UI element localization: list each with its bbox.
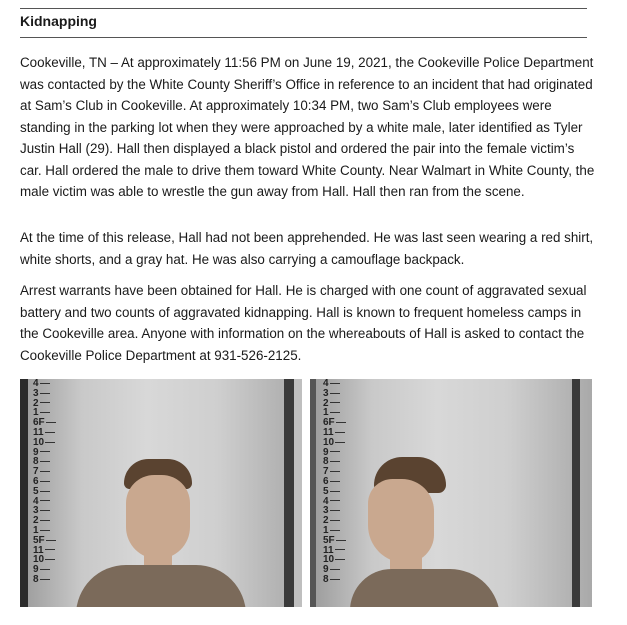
height-scale-tick	[40, 461, 50, 462]
height-scale-label: 6F	[323, 417, 335, 429]
height-scale-tick	[40, 520, 50, 521]
height-scale-tick	[335, 432, 345, 433]
height-scale-label: 4	[323, 495, 329, 507]
height-scale-tick	[40, 383, 50, 384]
height-scale-tick	[330, 530, 340, 531]
height-scale-tick	[336, 422, 346, 423]
height-scale-label: 6	[33, 475, 39, 487]
height-scale-tick	[330, 579, 340, 580]
height-scale-tick	[40, 393, 50, 394]
height-scale-tick	[330, 510, 340, 511]
height-scale-tick	[330, 412, 340, 413]
height-scale-tick	[45, 549, 55, 550]
height-scale-label: 3	[323, 505, 329, 517]
height-scale-tick	[330, 383, 340, 384]
mugshot-front-photo	[20, 379, 302, 607]
height-scale-tick	[40, 412, 50, 413]
height-scale-label: 8	[33, 456, 39, 468]
height-scale-label: 6	[323, 475, 329, 487]
height-scale-tick	[40, 510, 50, 511]
height-scale-tick	[40, 471, 50, 472]
height-scale-tick	[335, 549, 345, 550]
subject-shirt	[350, 569, 500, 607]
height-scale-tick	[335, 442, 345, 443]
height-scale-label: 8	[33, 573, 39, 585]
height-scale-tick	[330, 491, 340, 492]
subject-face	[126, 475, 190, 559]
height-scale-label: 3	[323, 387, 329, 399]
paragraph-description: At the time of this release, Hall had not been apprehended. He was last seen wearing a red shirt, white shorts, and a gray hat. He was also carrying a camouflage backpack.	[20, 230, 594, 267]
paragraph-charges: Arrest warrants have been obtained for Hall. He is charged with one count of aggravated sexual battery and two counts of aggravated kidnapping. Hall is known to frequent homeless camps in the Cookeville area. Anyone with information on the whereabouts of Hall is asked to contact the Cookeville Police Department at 931-526-2125.	[20, 283, 587, 363]
height-scale-tick	[40, 402, 50, 403]
height-scale-tick	[40, 491, 50, 492]
height-scale-label: 2	[33, 515, 39, 527]
height-scale-label: 10	[33, 554, 45, 566]
height-scale-label: 11	[33, 426, 44, 438]
height-scale-tick	[330, 569, 340, 570]
height-scale	[33, 379, 56, 585]
height-scale-label: 3	[33, 505, 39, 517]
height-scale-label: 7	[323, 466, 329, 478]
mugshot-profile-photo	[310, 379, 592, 607]
height-scale-tick	[335, 559, 345, 560]
height-scale	[323, 379, 346, 585]
height-scale-label: 4	[33, 495, 39, 507]
height-scale-label: 5	[323, 485, 329, 497]
height-scale-tick	[40, 451, 50, 452]
subject-shirt	[76, 565, 246, 607]
height-scale-tick	[330, 481, 340, 482]
height-scale-label: 1	[323, 407, 329, 419]
height-scale-tick	[40, 481, 50, 482]
height-scale-label: 5F	[323, 534, 335, 546]
height-scale-tick	[40, 569, 50, 570]
height-scale-tick	[330, 402, 340, 403]
height-scale-tick	[40, 579, 50, 580]
height-scale-label: 6F	[33, 417, 45, 429]
height-scale-label: 11	[33, 544, 44, 556]
height-scale-label: 11	[323, 426, 334, 438]
height-scale-tick	[40, 530, 50, 531]
height-scale-tick	[330, 520, 340, 521]
height-scale-label: 10	[323, 554, 335, 566]
height-scale-label: 4	[33, 379, 39, 389]
height-scale-label: 2	[323, 397, 329, 409]
height-scale-label: 9	[323, 446, 329, 458]
height-scale-tick	[46, 422, 56, 423]
photo-frame-right	[572, 379, 580, 607]
photo-frame-right	[284, 379, 294, 607]
height-scale-label: 5	[33, 485, 39, 497]
height-scale-label: 10	[33, 436, 45, 448]
height-scale-label: 9	[33, 564, 39, 576]
height-scale-label: 2	[323, 515, 329, 527]
height-scale-label: 8	[323, 573, 329, 585]
height-scale-tick	[45, 559, 55, 560]
height-scale-tick	[46, 540, 56, 541]
height-scale-label: 9	[33, 446, 39, 458]
height-scale-label: 1	[33, 407, 39, 419]
height-scale-label: 10	[323, 436, 335, 448]
top-rule	[20, 8, 587, 9]
height-scale-label: 2	[33, 397, 39, 409]
height-scale-tick	[330, 471, 340, 472]
height-scale-tick	[40, 500, 50, 501]
height-scale-tick	[330, 461, 340, 462]
height-scale-label: 11	[323, 544, 334, 556]
photo-frame-left	[20, 379, 28, 607]
title-rule	[20, 37, 587, 38]
height-scale-tick	[330, 393, 340, 394]
height-scale-label: 3	[33, 387, 39, 399]
subject-face	[368, 479, 434, 563]
photo-frame-left	[310, 379, 316, 607]
height-scale-tick	[336, 540, 346, 541]
height-scale-label: 1	[33, 524, 39, 536]
height-scale-label: 5F	[33, 534, 45, 546]
photo-frame-right-outer	[294, 379, 302, 607]
height-scale-mark	[323, 575, 346, 585]
height-scale-label: 8	[323, 456, 329, 468]
height-scale-tick	[330, 451, 340, 452]
height-scale-mark	[33, 575, 56, 585]
height-scale-label: 9	[323, 564, 329, 576]
height-scale-label: 7	[33, 466, 39, 478]
height-scale-tick	[330, 500, 340, 501]
height-scale-tick	[45, 442, 55, 443]
paragraph-incident: Cookeville, TN – At approximately 11:56 PM on June 19, 2021, the Cookeville Police Department was contacted by the White County Sheriff’s Office in reference to an incident that had originated at Sam’s Club in Cookeville. At approximately 10:34 PM, two Sam’s Club employees were standing in the parking lot when they were approached by a white male, later identified as Tyler Justin Hall (29). Hall then displayed a black pistol and ordered the pair into the female victim’s car. Hall ordered the male to drive them toward White County. Near Walmart in White County, the male victim was able to wrestle the gun away from Hall. Hall then ran from the scene.	[20, 55, 595, 199]
page-title: Kidnapping	[20, 13, 97, 29]
height-scale-label: 1	[323, 524, 329, 536]
height-scale-tick	[45, 432, 55, 433]
height-scale-label: 4	[323, 379, 329, 389]
